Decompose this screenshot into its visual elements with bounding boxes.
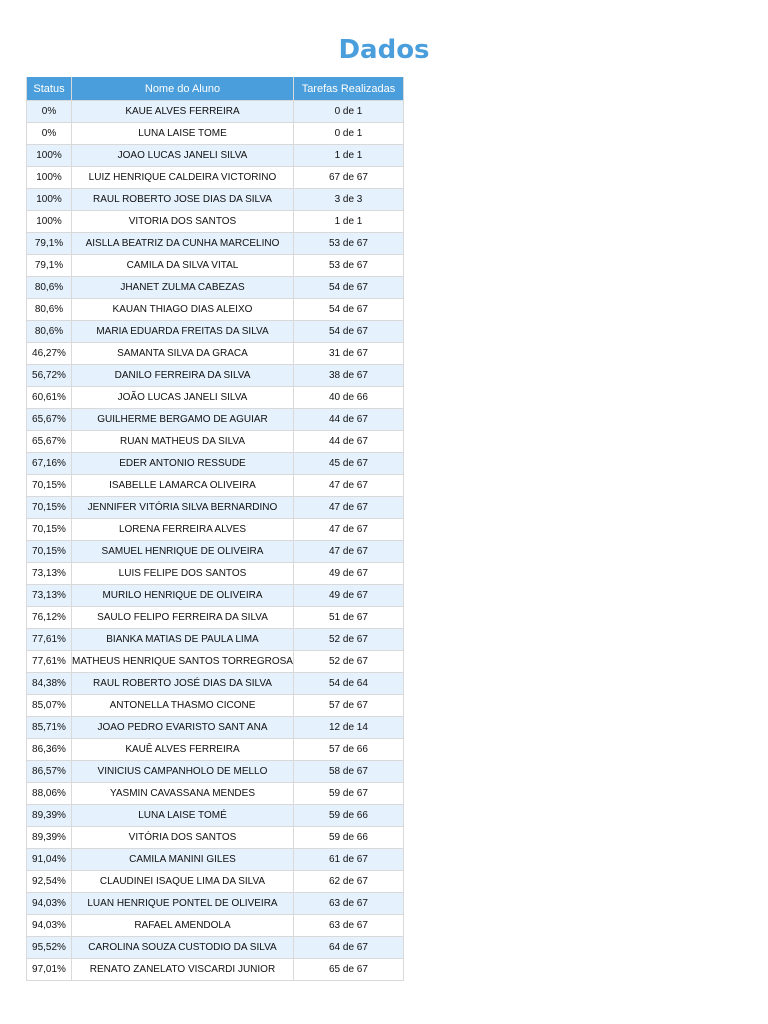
cell-status: 80,6% — [27, 299, 72, 321]
cell-tasks-completed: 44 de 67 — [293, 409, 403, 431]
cell-student-name: RAFAEL AMENDOLA — [72, 915, 294, 937]
table-row — [27, 739, 404, 761]
cell-status: 73,13% — [27, 563, 72, 585]
table-row — [27, 849, 404, 871]
column-header-name[interactable]: Nome do Aluno — [72, 77, 294, 101]
cell-status: 79,1% — [27, 233, 72, 255]
table-row — [27, 827, 404, 849]
cell-status: 79,1% — [27, 255, 72, 277]
table-row — [27, 761, 404, 783]
cell-status: 77,61% — [27, 651, 72, 673]
cell-tasks-completed: 53 de 67 — [293, 233, 403, 255]
cell-student-name: MARIA EDUARDA FREITAS DA SILVA — [72, 321, 294, 343]
cell-student-name: JOAO LUCAS JANELI SILVA — [72, 145, 294, 167]
cell-student-name: LUNA LAISE TOME — [72, 123, 294, 145]
cell-tasks-completed: 58 de 67 — [293, 761, 403, 783]
cell-status: 92,54% — [27, 871, 72, 893]
cell-student-name: SAULO FELIPO FERREIRA DA SILVA — [72, 607, 294, 629]
cell-status: 46,27% — [27, 343, 72, 365]
cell-tasks-completed: 51 de 67 — [293, 607, 403, 629]
cell-tasks-completed: 1 de 1 — [293, 211, 403, 233]
cell-student-name: MATHEUS HENRIQUE SANTOS TORREGROSA — [72, 651, 294, 673]
table-row — [27, 387, 404, 409]
table-row — [27, 101, 404, 123]
cell-student-name: JHANET ZULMA CABEZAS — [72, 277, 294, 299]
table-row — [27, 321, 404, 343]
cell-student-name: JOAO PEDRO EVARISTO SANT ANA — [72, 717, 294, 739]
cell-tasks-completed: 12 de 14 — [293, 717, 403, 739]
cell-tasks-completed: 45 de 67 — [293, 453, 403, 475]
table-row — [27, 673, 404, 695]
cell-student-name: RUAN MATHEUS DA SILVA — [72, 431, 294, 453]
cell-student-name: VITÓRIA DOS SANTOS — [72, 827, 294, 849]
cell-tasks-completed: 54 de 67 — [293, 321, 403, 343]
cell-student-name: LORENA FERREIRA ALVES — [72, 519, 294, 541]
table-row — [27, 167, 404, 189]
cell-status: 89,39% — [27, 805, 72, 827]
table-row — [27, 629, 404, 651]
table-row — [27, 541, 404, 563]
cell-status: 91,04% — [27, 849, 72, 871]
cell-tasks-completed: 57 de 67 — [293, 695, 403, 717]
cell-tasks-completed: 40 de 66 — [293, 387, 403, 409]
cell-student-name: ANTONELLA THASMO CICONE — [72, 695, 294, 717]
cell-status: 94,03% — [27, 915, 72, 937]
cell-tasks-completed: 52 de 67 — [293, 651, 403, 673]
table-row — [27, 915, 404, 937]
cell-status: 56,72% — [27, 365, 72, 387]
cell-tasks-completed: 59 de 67 — [293, 783, 403, 805]
cell-tasks-completed: 59 de 66 — [293, 805, 403, 827]
table-row — [27, 651, 404, 673]
table-row — [27, 277, 404, 299]
cell-status: 0% — [27, 101, 72, 123]
cell-status: 0% — [27, 123, 72, 145]
cell-student-name: KAUÊ ALVES FERREIRA — [72, 739, 294, 761]
cell-tasks-completed: 57 de 66 — [293, 739, 403, 761]
cell-status: 70,15% — [27, 497, 72, 519]
table-row — [27, 211, 404, 233]
table-row — [27, 585, 404, 607]
table-row — [27, 607, 404, 629]
header-row — [27, 77, 404, 101]
cell-tasks-completed: 65 de 67 — [293, 959, 403, 981]
cell-status: 60,61% — [27, 387, 72, 409]
cell-tasks-completed: 47 de 67 — [293, 519, 403, 541]
table-row — [27, 343, 404, 365]
column-header-status[interactable]: Status — [27, 77, 72, 101]
cell-status: 76,12% — [27, 607, 72, 629]
cell-status: 80,6% — [27, 277, 72, 299]
table-body — [27, 101, 404, 981]
cell-tasks-completed: 63 de 67 — [293, 915, 403, 937]
cell-tasks-completed: 0 de 1 — [293, 123, 403, 145]
cell-student-name: ISABELLE LAMARCA OLIVEIRA — [72, 475, 294, 497]
cell-tasks-completed: 64 de 67 — [293, 937, 403, 959]
cell-student-name: DANILO FERREIRA DA SILVA — [72, 365, 294, 387]
cell-status: 86,36% — [27, 739, 72, 761]
cell-tasks-completed: 53 de 67 — [293, 255, 403, 277]
cell-student-name: JOÃO LUCAS JANELI SILVA — [72, 387, 294, 409]
cell-tasks-completed: 61 de 67 — [293, 849, 403, 871]
column-header-tasks[interactable]: Tarefas Realizadas — [293, 77, 403, 101]
cell-tasks-completed: 63 de 67 — [293, 893, 403, 915]
cell-student-name: SAMUEL HENRIQUE DE OLIVEIRA — [72, 541, 294, 563]
cell-status: 89,39% — [27, 827, 72, 849]
cell-status: 65,67% — [27, 431, 72, 453]
cell-status: 67,16% — [27, 453, 72, 475]
cell-student-name: VINICIUS CAMPANHOLO DE MELLO — [72, 761, 294, 783]
cell-student-name: CAMILA MANINI GILES — [72, 849, 294, 871]
cell-student-name: LUIZ HENRIQUE CALDEIRA VICTORINO — [72, 167, 294, 189]
cell-tasks-completed: 54 de 64 — [293, 673, 403, 695]
table-row — [27, 233, 404, 255]
cell-student-name: LUAN HENRIQUE PONTEL DE OLIVEIRA — [72, 893, 294, 915]
cell-status: 70,15% — [27, 519, 72, 541]
cell-tasks-completed: 67 de 67 — [293, 167, 403, 189]
cell-student-name: GUILHERME BERGAMO DE AGUIAR — [72, 409, 294, 431]
cell-tasks-completed: 44 de 67 — [293, 431, 403, 453]
cell-tasks-completed: 31 de 67 — [293, 343, 403, 365]
table-row — [27, 783, 404, 805]
cell-tasks-completed: 49 de 67 — [293, 585, 403, 607]
cell-status: 94,03% — [27, 893, 72, 915]
cell-student-name: YASMIN CAVASSANA MENDES — [72, 783, 294, 805]
cell-tasks-completed: 52 de 67 — [293, 629, 403, 651]
cell-tasks-completed: 38 de 67 — [293, 365, 403, 387]
cell-status: 77,61% — [27, 629, 72, 651]
cell-student-name: BIANKA MATIAS DE PAULA LIMA — [72, 629, 294, 651]
cell-status: 73,13% — [27, 585, 72, 607]
cell-tasks-completed: 62 de 67 — [293, 871, 403, 893]
cell-tasks-completed: 0 de 1 — [293, 101, 403, 123]
table-row — [27, 431, 404, 453]
cell-tasks-completed: 3 de 3 — [293, 189, 403, 211]
cell-student-name: LUNA LAISE TOMÉ — [72, 805, 294, 827]
cell-tasks-completed: 47 de 67 — [293, 475, 403, 497]
cell-student-name: KAUE ALVES FERREIRA — [72, 101, 294, 123]
table-row — [27, 453, 404, 475]
cell-status: 100% — [27, 189, 72, 211]
table-row — [27, 805, 404, 827]
cell-tasks-completed: 47 de 67 — [293, 497, 403, 519]
table-row — [27, 871, 404, 893]
cell-student-name: RENATO ZANELATO VISCARDI JUNIOR — [72, 959, 294, 981]
table-row — [27, 959, 404, 981]
cell-status: 95,52% — [27, 937, 72, 959]
cell-status: 65,67% — [27, 409, 72, 431]
cell-tasks-completed: 1 de 1 — [293, 145, 403, 167]
table-row — [27, 563, 404, 585]
cell-tasks-completed: 49 de 67 — [293, 563, 403, 585]
cell-status: 85,07% — [27, 695, 72, 717]
cell-status: 84,38% — [27, 673, 72, 695]
cell-tasks-completed: 47 de 67 — [293, 541, 403, 563]
cell-status: 100% — [27, 145, 72, 167]
cell-student-name: RAUL ROBERTO JOSE DIAS DA SILVA — [72, 189, 294, 211]
table-row — [27, 145, 404, 167]
cell-status: 97,01% — [27, 959, 72, 981]
table-row — [27, 497, 404, 519]
students-table — [26, 77, 404, 981]
table-row — [27, 893, 404, 915]
cell-student-name: KAUAN THIAGO DIAS ALEIXO — [72, 299, 294, 321]
table-row — [27, 365, 404, 387]
cell-student-name: AISLLA BEATRIZ DA CUNHA MARCELINO — [72, 233, 294, 255]
table-row — [27, 255, 404, 277]
cell-status: 100% — [27, 167, 72, 189]
table-row — [27, 409, 404, 431]
page-title: Dados — [338, 35, 430, 65]
table-row — [27, 475, 404, 497]
table-row — [27, 299, 404, 321]
cell-status: 70,15% — [27, 475, 72, 497]
table-header — [27, 77, 404, 101]
cell-status: 80,6% — [27, 321, 72, 343]
cell-tasks-completed: 54 de 67 — [293, 299, 403, 321]
cell-status: 86,57% — [27, 761, 72, 783]
cell-student-name: LUIS FELIPE DOS SANTOS — [72, 563, 294, 585]
cell-tasks-completed: 59 de 66 — [293, 827, 403, 849]
table-row — [27, 937, 404, 959]
cell-status: 70,15% — [27, 541, 72, 563]
table-row — [27, 695, 404, 717]
cell-student-name: JENNIFER VITÓRIA SILVA BERNARDINO — [72, 497, 294, 519]
cell-status: 85,71% — [27, 717, 72, 739]
table-row — [27, 519, 404, 541]
cell-student-name: VITORIA DOS SANTOS — [72, 211, 294, 233]
table-row — [27, 123, 404, 145]
cell-student-name: RAUL ROBERTO JOSÉ DIAS DA SILVA — [72, 673, 294, 695]
cell-student-name: SAMANTA SILVA DA GRACA — [72, 343, 294, 365]
cell-student-name: EDER ANTONIO RESSUDE — [72, 453, 294, 475]
cell-tasks-completed: 54 de 67 — [293, 277, 403, 299]
cell-student-name: CAMILA DA SILVA VITAL — [72, 255, 294, 277]
cell-student-name: CAROLINA SOUZA CUSTODIO DA SILVA — [72, 937, 294, 959]
cell-student-name: MURILO HENRIQUE DE OLIVEIRA — [72, 585, 294, 607]
table-row — [27, 189, 404, 211]
cell-student-name: CLAUDINEI ISAQUE LIMA DA SILVA — [72, 871, 294, 893]
cell-status: 100% — [27, 211, 72, 233]
cell-status: 88,06% — [27, 783, 72, 805]
table-row — [27, 717, 404, 739]
